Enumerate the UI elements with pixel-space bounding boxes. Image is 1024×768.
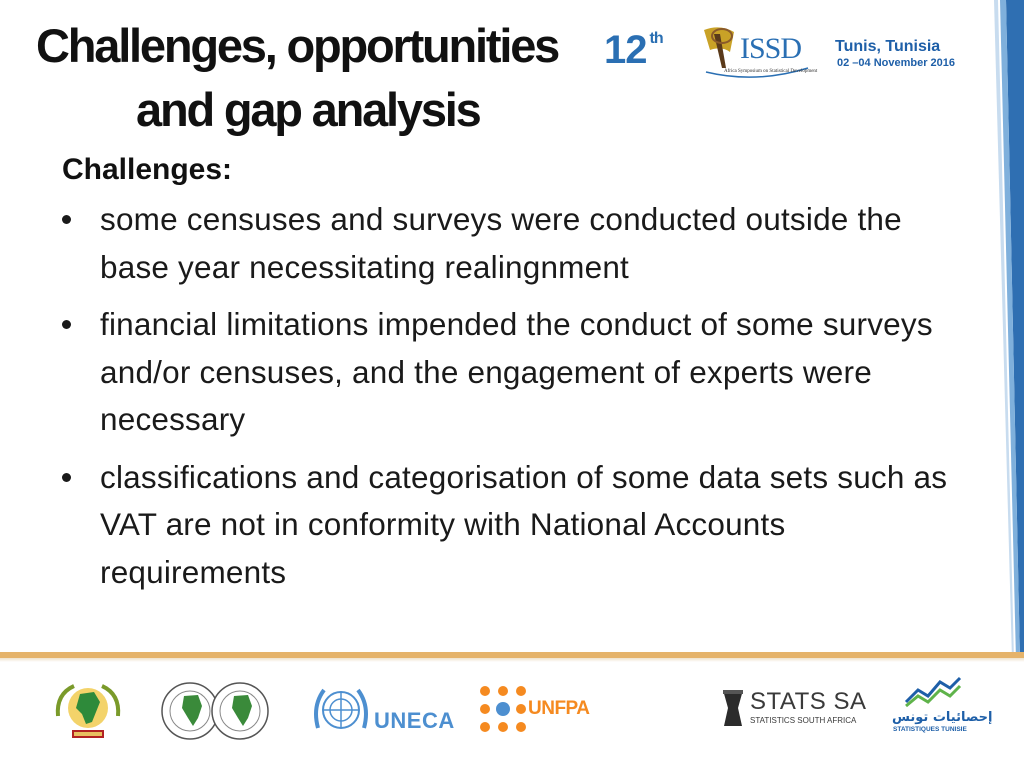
stats-sa-drum-icon xyxy=(720,688,746,728)
bullet-dot-icon xyxy=(62,215,71,224)
unfpa-logo-text: UNFPA xyxy=(528,698,590,719)
united-nations-emblem-icon xyxy=(310,682,372,740)
statistiques-tunisie-graph-icon xyxy=(904,676,962,708)
edition-number: 12 $^{th}$ xyxy=(604,28,663,72)
unfpa-dots-icon xyxy=(478,684,528,734)
edge-stripes-decoration xyxy=(976,0,1024,660)
slide-content xyxy=(62,148,962,606)
bullet-item xyxy=(62,301,962,444)
page-title xyxy=(36,14,636,142)
stats-sa-name: STATS SA xyxy=(750,688,867,715)
stats-sa-subtitle: STATISTICS SOUTH AFRICA xyxy=(750,716,857,725)
title-line-1: Challenges, opportunities xyxy=(36,19,559,72)
bullet-dot-icon xyxy=(62,473,71,482)
african-development-bank-emblems-icon xyxy=(160,678,270,744)
bullet-list xyxy=(62,196,962,596)
bullet-text: financial limitations impended the conduct of some surveys and/or censuses, and the engagement of experts were necessary xyxy=(100,306,933,437)
event-dates: 02 –04 November 2016 xyxy=(837,57,956,69)
bullet-item xyxy=(62,196,962,291)
edition-suffix: th xyxy=(649,29,663,47)
section-heading: Challenges: xyxy=(62,153,233,186)
event-logo xyxy=(604,22,834,86)
event-venue xyxy=(835,38,975,70)
statistiques-tunisie-arabic: إحصائيات تونس xyxy=(892,710,993,725)
statistiques-tunisie-latin: STATISTIQUES TUNISIE xyxy=(893,726,967,733)
bullet-text: classifications and categorisation of some data sets such as VAT are not in conformity with National Accounts requirements xyxy=(100,458,948,590)
bullet-text: some censuses and surveys were conducted outside the base year necessitating realingnment xyxy=(100,201,902,285)
bullet-item xyxy=(62,454,962,597)
event-city: Tunis, Tunisia xyxy=(835,38,941,55)
footer-divider-shadow xyxy=(0,658,1024,662)
bullet-dot-icon xyxy=(62,320,71,329)
stats-sa-logo xyxy=(720,686,867,728)
african-union-emblem-icon xyxy=(52,678,124,744)
issd-logo-text: ISSD xyxy=(740,32,802,65)
title-line-2: and gap analysis xyxy=(136,83,480,136)
uneca-logo-text: UNECA xyxy=(374,708,455,733)
issd-logo-subtitle: Africa Symposium on Statistical Development xyxy=(724,69,818,74)
